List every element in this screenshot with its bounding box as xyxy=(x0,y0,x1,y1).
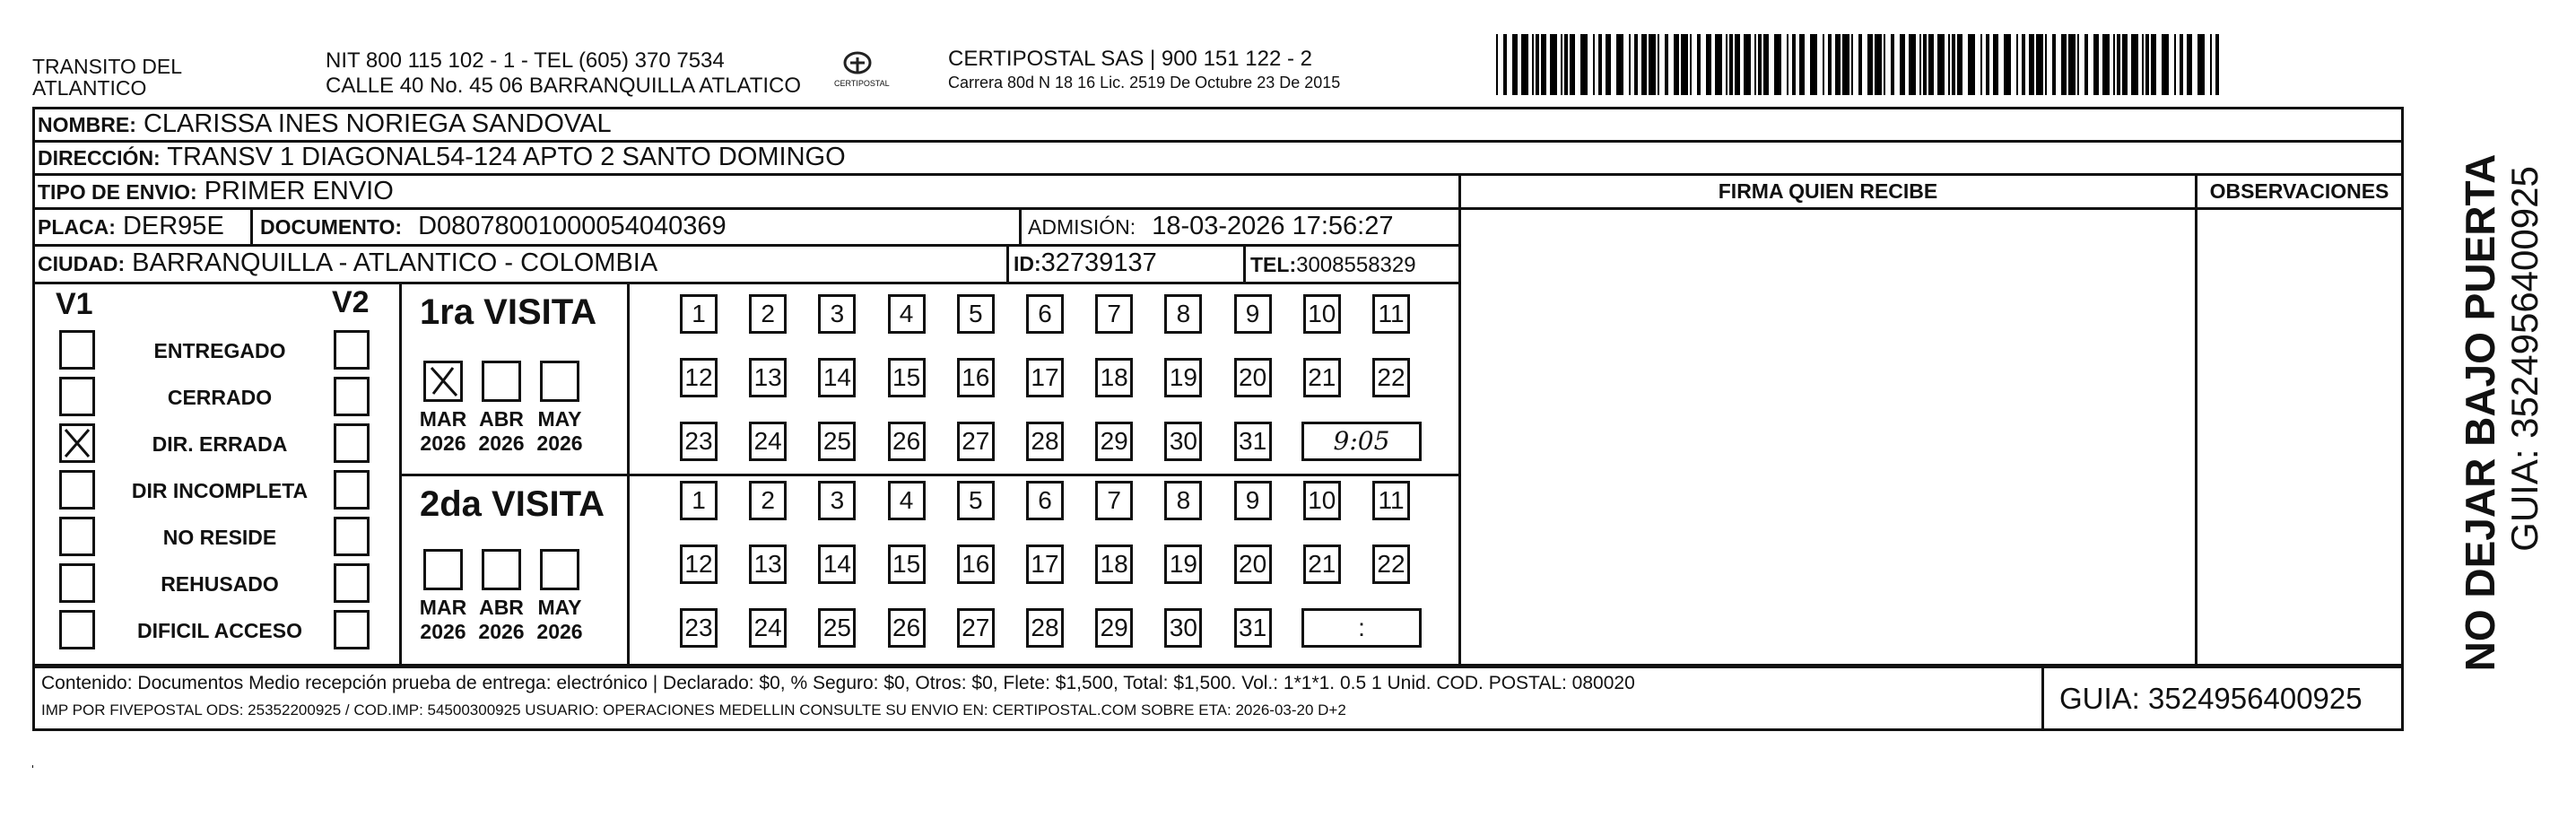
v1-checkbox[interactable] xyxy=(59,517,95,556)
day-box[interactable]: 22 xyxy=(1372,358,1410,397)
v2-checkbox[interactable] xyxy=(334,330,370,370)
day-box[interactable]: 1 xyxy=(680,294,718,334)
day-box[interactable]: 29 xyxy=(1095,422,1133,461)
footer-guia: GUIA: 3524956400925 xyxy=(2059,682,2363,715)
type-label: TIPO DE ENVIO: xyxy=(38,180,197,204)
month-year: 2026 xyxy=(420,620,466,643)
month-checkbox[interactable] xyxy=(540,549,579,590)
day-box[interactable]: 16 xyxy=(957,358,995,397)
day-box[interactable]: 20 xyxy=(1234,358,1272,397)
day-box[interactable]: 15 xyxy=(888,358,926,397)
day-box[interactable]: 12 xyxy=(680,358,718,397)
month-label xyxy=(413,596,473,644)
day-box[interactable]: 23 xyxy=(680,422,718,461)
day-box[interactable]: 30 xyxy=(1164,608,1202,648)
day-box[interactable]: 2 xyxy=(749,481,787,520)
day-box[interactable]: 20 xyxy=(1234,545,1272,584)
day-box[interactable]: 30 xyxy=(1164,422,1202,461)
recipient-name: CLARISSA INES NORIEGA SANDOVAL xyxy=(143,109,612,138)
imp-line: IMP POR FIVEPOSTAL ODS: 25352200925 / COD.IMP: 54500300925 USUARIO: OPERACIONES MEDELLIN CONSULTE SU ENVIO EN: CERTIPOSTAL.COM SOBRE ETA: 2026-03-20 D+2 xyxy=(41,701,1346,719)
org-name-line1: TRANSITO DEL xyxy=(32,55,182,78)
company-line: CERTIPOSTAL SAS | 900 151 122 - 2 xyxy=(948,47,1312,71)
day-box[interactable]: 27 xyxy=(957,608,995,648)
v1-checkbox[interactable] xyxy=(59,377,95,416)
document-label: DOCUMENTO: xyxy=(260,215,403,239)
day-box[interactable]: 4 xyxy=(888,294,926,334)
day-box[interactable]: 27 xyxy=(957,422,995,461)
v1-checkbox[interactable] xyxy=(59,470,95,510)
day-box[interactable]: 7 xyxy=(1095,481,1133,520)
month-label xyxy=(530,596,589,644)
day-box[interactable]: 24 xyxy=(749,422,787,461)
certipostal-logo xyxy=(832,45,890,99)
day-box[interactable]: 31 xyxy=(1234,422,1272,461)
month-year: 2026 xyxy=(478,431,525,455)
day-box[interactable]: 9 xyxy=(1234,481,1272,520)
status-option-label: CERRADO xyxy=(167,386,273,409)
day-box[interactable]: 25 xyxy=(818,608,856,648)
month-checkbox[interactable] xyxy=(482,549,521,590)
month-name: ABR xyxy=(479,407,524,431)
v2-checkbox[interactable] xyxy=(334,563,370,603)
month-name: MAR xyxy=(419,407,467,431)
day-box[interactable]: 12 xyxy=(680,545,718,584)
v1-header: V1 xyxy=(56,287,93,321)
name-label: NOMBRE: xyxy=(38,113,136,136)
month-checkbox[interactable] xyxy=(482,361,521,402)
v1-checkbox[interactable] xyxy=(59,610,95,649)
v2-checkbox[interactable] xyxy=(334,610,370,649)
day-box[interactable]: 24 xyxy=(749,608,787,648)
v1-checkbox[interactable] xyxy=(59,563,95,603)
side-warning: NO DEJAR BAJO PUERTA xyxy=(2457,153,2503,672)
shipment-type: PRIMER ENVIO xyxy=(204,177,394,205)
day-box[interactable]: 10 xyxy=(1303,294,1341,334)
day-box[interactable]: 19 xyxy=(1164,545,1202,584)
side-guia: GUIA: 3524956400925 xyxy=(2503,166,2546,552)
admission-field xyxy=(1028,212,1393,241)
recipient-address: TRANSV 1 DIAGONAL54-124 APTO 2 SANTO DOMINGO xyxy=(167,143,846,171)
month-label xyxy=(413,407,473,456)
company-info xyxy=(948,47,1340,93)
day-box[interactable]: 29 xyxy=(1095,608,1133,648)
city-field xyxy=(38,248,657,278)
city-value: BARRANQUILLA - ATLANTICO - COLOMBIA xyxy=(132,248,658,277)
address-line: CALLE 40 No. 45 06 BARRANQUILLA ATLATICO xyxy=(326,74,802,98)
status-option-label: REHUSADO xyxy=(161,572,279,596)
day-box[interactable]: 16 xyxy=(957,545,995,584)
status-option-label: NO RESIDE xyxy=(162,526,277,549)
month-year: 2026 xyxy=(536,620,583,643)
day-box[interactable]: 25 xyxy=(818,422,856,461)
address-field xyxy=(38,143,846,172)
second-visit-title: 2da VISITA xyxy=(420,484,605,524)
day-box[interactable]: 28 xyxy=(1026,422,1064,461)
month-label xyxy=(472,596,531,644)
month-name: ABR xyxy=(479,596,524,619)
day-box[interactable]: 7 xyxy=(1095,294,1133,334)
day-box[interactable]: 14 xyxy=(818,545,856,584)
status-option-label: DIR INCOMPLETA xyxy=(131,479,309,502)
tel-label: TEL: xyxy=(1250,253,1297,276)
month-name: MAY xyxy=(537,407,582,431)
day-box[interactable]: 2 xyxy=(749,294,787,334)
license-line: Carrera 80d N 18 16 Lic. 2519 De Octubre 23 De 2015 xyxy=(948,74,1341,91)
status-option-label: DIFICIL ACCESO xyxy=(136,619,302,642)
org-name xyxy=(32,56,182,99)
plate-label: PLACA: xyxy=(38,215,116,239)
first-visit-title: 1ra VISITA xyxy=(420,292,597,332)
org-name-line2: ATLANTICO xyxy=(32,76,147,100)
day-box[interactable]: 17 xyxy=(1026,358,1064,397)
v1-checkbox[interactable] xyxy=(59,330,95,370)
day-box[interactable]: 14 xyxy=(818,358,856,397)
day-box[interactable]: 22 xyxy=(1372,545,1410,584)
day-box[interactable]: 9 xyxy=(1234,294,1272,334)
barcode xyxy=(1496,34,2226,95)
address-label: DIRECCIÓN: xyxy=(38,146,161,170)
document-field xyxy=(260,212,727,241)
v2-checkbox[interactable] xyxy=(334,423,370,463)
v2-checkbox[interactable] xyxy=(334,517,370,556)
day-box[interactable]: 31 xyxy=(1234,608,1272,648)
document-value: D08078001000054040369 xyxy=(418,212,727,240)
month-checkbox[interactable] xyxy=(423,549,463,590)
month-label xyxy=(530,407,589,456)
tel-field xyxy=(1250,250,1416,280)
id-label: ID: xyxy=(1014,252,1041,275)
v2-checkbox[interactable] xyxy=(334,377,370,416)
day-box[interactable]: 17 xyxy=(1026,545,1064,584)
day-box[interactable]: 6 xyxy=(1026,481,1064,520)
admission-value: 18-03-2026 17:56:27 xyxy=(1152,212,1394,240)
status-option-label: ENTREGADO xyxy=(153,339,286,362)
day-box[interactable]: 13 xyxy=(749,358,787,397)
plate-field xyxy=(38,212,224,241)
day-box[interactable]: 5 xyxy=(957,294,995,334)
day-box[interactable]: 3 xyxy=(818,481,856,520)
contents-line: Contenido: Documentos Medio recepción prueba de entrega: electrónico | Declarado: $0, % Seguro: $0, Otros: $0, Flete: $1,500, Total: $1,500. Vol.: 1*1*1. 0.5 1 Unid. COD. POSTAL: 080020 xyxy=(41,673,1635,693)
day-box[interactable]: 3 xyxy=(818,294,856,334)
org-contact xyxy=(326,48,801,99)
day-box[interactable]: 23 xyxy=(680,608,718,648)
day-box[interactable]: 13 xyxy=(749,545,787,584)
month-checkbox[interactable] xyxy=(423,361,463,402)
id-value: 32739137 xyxy=(1040,248,1157,277)
month-name: MAR xyxy=(419,596,467,619)
day-box[interactable]: 6 xyxy=(1026,294,1064,334)
day-box[interactable]: 15 xyxy=(888,545,926,584)
day-box[interactable]: 5 xyxy=(957,481,995,520)
month-name: MAY xyxy=(537,596,582,619)
day-box[interactable]: 21 xyxy=(1303,358,1341,397)
id-field xyxy=(1014,248,1157,278)
day-box[interactable]: 8 xyxy=(1164,294,1202,334)
nit-line: NIT 800 115 102 - 1 - TEL (605) 370 7534 xyxy=(326,48,725,73)
day-box[interactable]: 26 xyxy=(888,608,926,648)
admission-label: ADMISIÓN: xyxy=(1028,215,1136,239)
day-box[interactable]: 19 xyxy=(1164,358,1202,397)
name-field xyxy=(38,109,612,139)
day-box[interactable]: 11 xyxy=(1372,481,1410,520)
plate-value: DER95E xyxy=(122,212,224,240)
month-year: 2026 xyxy=(420,431,466,455)
day-box[interactable]: 26 xyxy=(888,422,926,461)
v2-header: V2 xyxy=(332,285,370,319)
day-box[interactable]: 18 xyxy=(1095,358,1133,397)
month-checkbox[interactable] xyxy=(540,361,579,402)
first-visit-time[interactable]: 9:05 xyxy=(1301,422,1422,461)
status-option-label: DIR. ERRADA xyxy=(152,432,288,456)
day-box[interactable]: 18 xyxy=(1095,545,1133,584)
day-box[interactable]: 11 xyxy=(1372,294,1410,334)
day-box[interactable]: 10 xyxy=(1303,481,1341,520)
month-label xyxy=(472,407,531,456)
tel-value: 3008558329 xyxy=(1296,253,1416,277)
second-visit-time[interactable]: : xyxy=(1301,608,1422,648)
logo-text: CERTIPOSTAL xyxy=(834,79,890,88)
month-year: 2026 xyxy=(536,431,583,455)
city-label: CIUDAD: xyxy=(38,252,126,275)
day-box[interactable]: 21 xyxy=(1303,545,1341,584)
day-box[interactable]: 1 xyxy=(680,481,718,520)
type-field xyxy=(38,177,394,206)
day-box[interactable]: 28 xyxy=(1026,608,1064,648)
signature-header: FIRMA QUIEN RECIBE xyxy=(1718,179,1938,203)
v1-checkbox[interactable] xyxy=(59,423,95,463)
day-box[interactable]: 8 xyxy=(1164,481,1202,520)
day-box[interactable]: 4 xyxy=(888,481,926,520)
v2-checkbox[interactable] xyxy=(334,470,370,510)
month-year: 2026 xyxy=(478,620,525,643)
observations-header: OBSERVACIONES xyxy=(2209,179,2389,203)
